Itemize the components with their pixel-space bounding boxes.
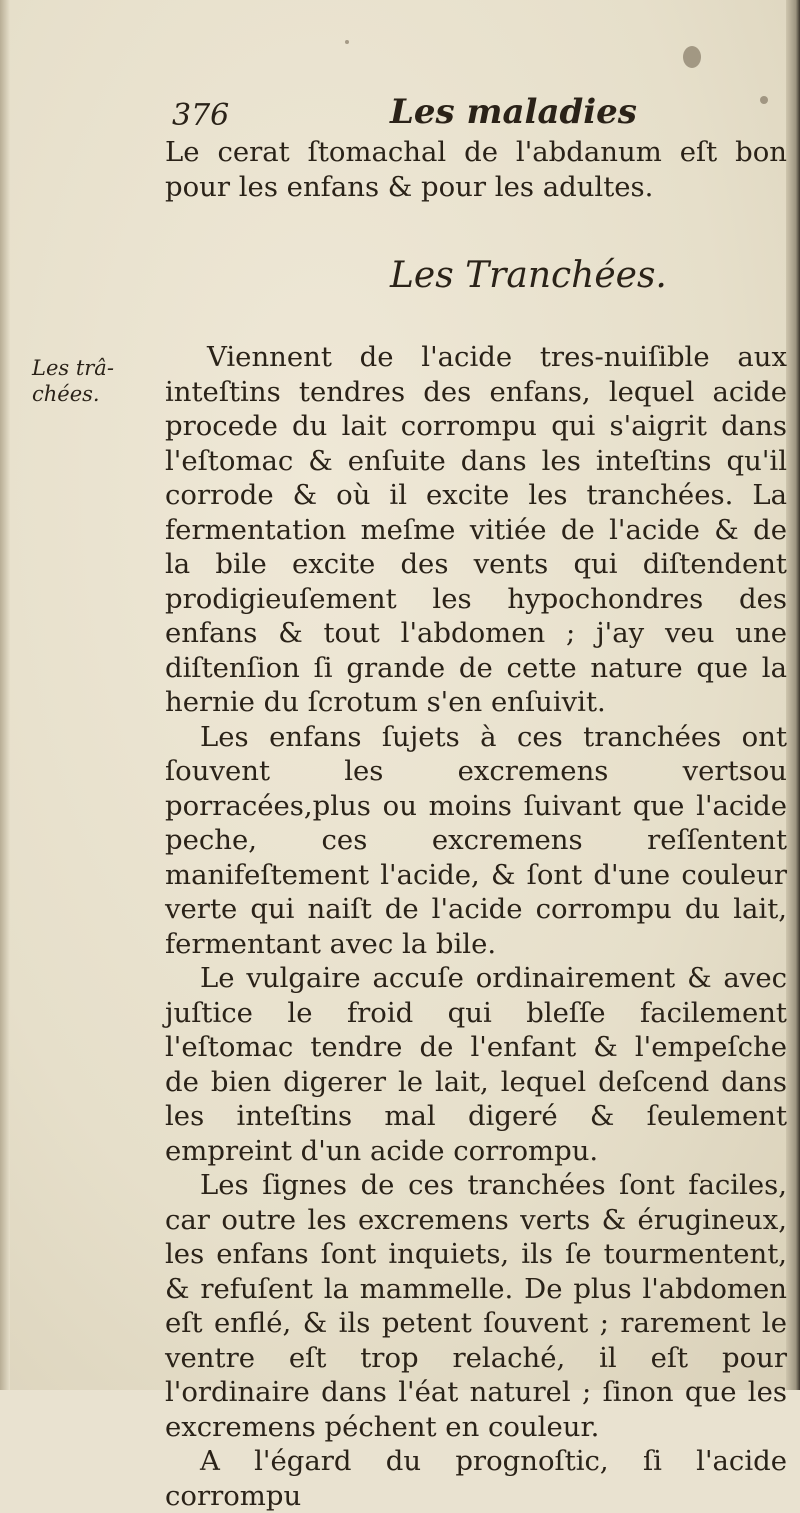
page-left-edge [0, 0, 10, 1390]
section-title: Les Tranchées. [390, 255, 667, 296]
paragraph: Les ſignes de ces tranchées ſont faciles, car outre les excremens verts & érugineux, les enfans ſont inquiets, ils ſe tourmentent, & refuſent la mammelle. De plus l'abdomen eſt enflé, & ils petent ſouvent ; rarement le ventre eſt trop relaché, il eſt pour l'ordinaire dans l'éat naturel ; ſinon que les excremens péchent en couleur. [165, 1169, 787, 1443]
paragraph: Le vulgaire accuſe ordinairement & avec juſtice le froid qui bleſſe facilement l'eſtomac tendre de l'enfant & l'empeſche de bien digerer le lait, lequel deſcend dans les inteſtins mal digeré & ſeulement empreint d'un acide corrompu. [165, 962, 787, 1167]
running-title: Les maladies [390, 92, 637, 132]
page-number: 376 [172, 98, 230, 133]
ink-spot [683, 46, 701, 68]
page-header [172, 92, 772, 132]
ink-spot [345, 40, 349, 44]
page-right-edge [786, 0, 800, 1390]
body-text [165, 340, 787, 1513]
paragraph: Les enfans ſujets à ces tranchées ont ſouvent les excremens vertsou porracées,plus ou moins ſuivant que l'acide peche, ces excremens reſſentent manifeſtement l'acide, & ſont d'une couleur verte qui naiſt de l'acide corrompu du lait, fermentant avec la bile. [165, 720, 787, 960]
intro-paragraph: Le cerat ſtomachal de l'abdanum eſt bon pour les enfans & pour les adultes. [165, 136, 787, 203]
marginal-note: Les trâ-chées. [32, 356, 114, 406]
paragraph: Viennent de l'acide tres-nuiſible aux inteſtins tendres des enfans, lequel acide procede du lait corrompu qui s'aigrit dans l'eſtomac & enſuite dans les inteſtins qu'il corrode & où il excite les tranchées. La fermentation meſme vitiée de l'acide & de la bile excite des vents qui diſtendent prodigieuſement les hypochondres des enfans & tout l'abdomen ; j'ay veu une diſtenſion ſi grande de cette nature que la hernie du ſcrotum s'en enſuivit. [165, 341, 787, 718]
paragraph: A l'égard du prognoſtic, ſi l'acide corrompu [165, 1445, 787, 1512]
